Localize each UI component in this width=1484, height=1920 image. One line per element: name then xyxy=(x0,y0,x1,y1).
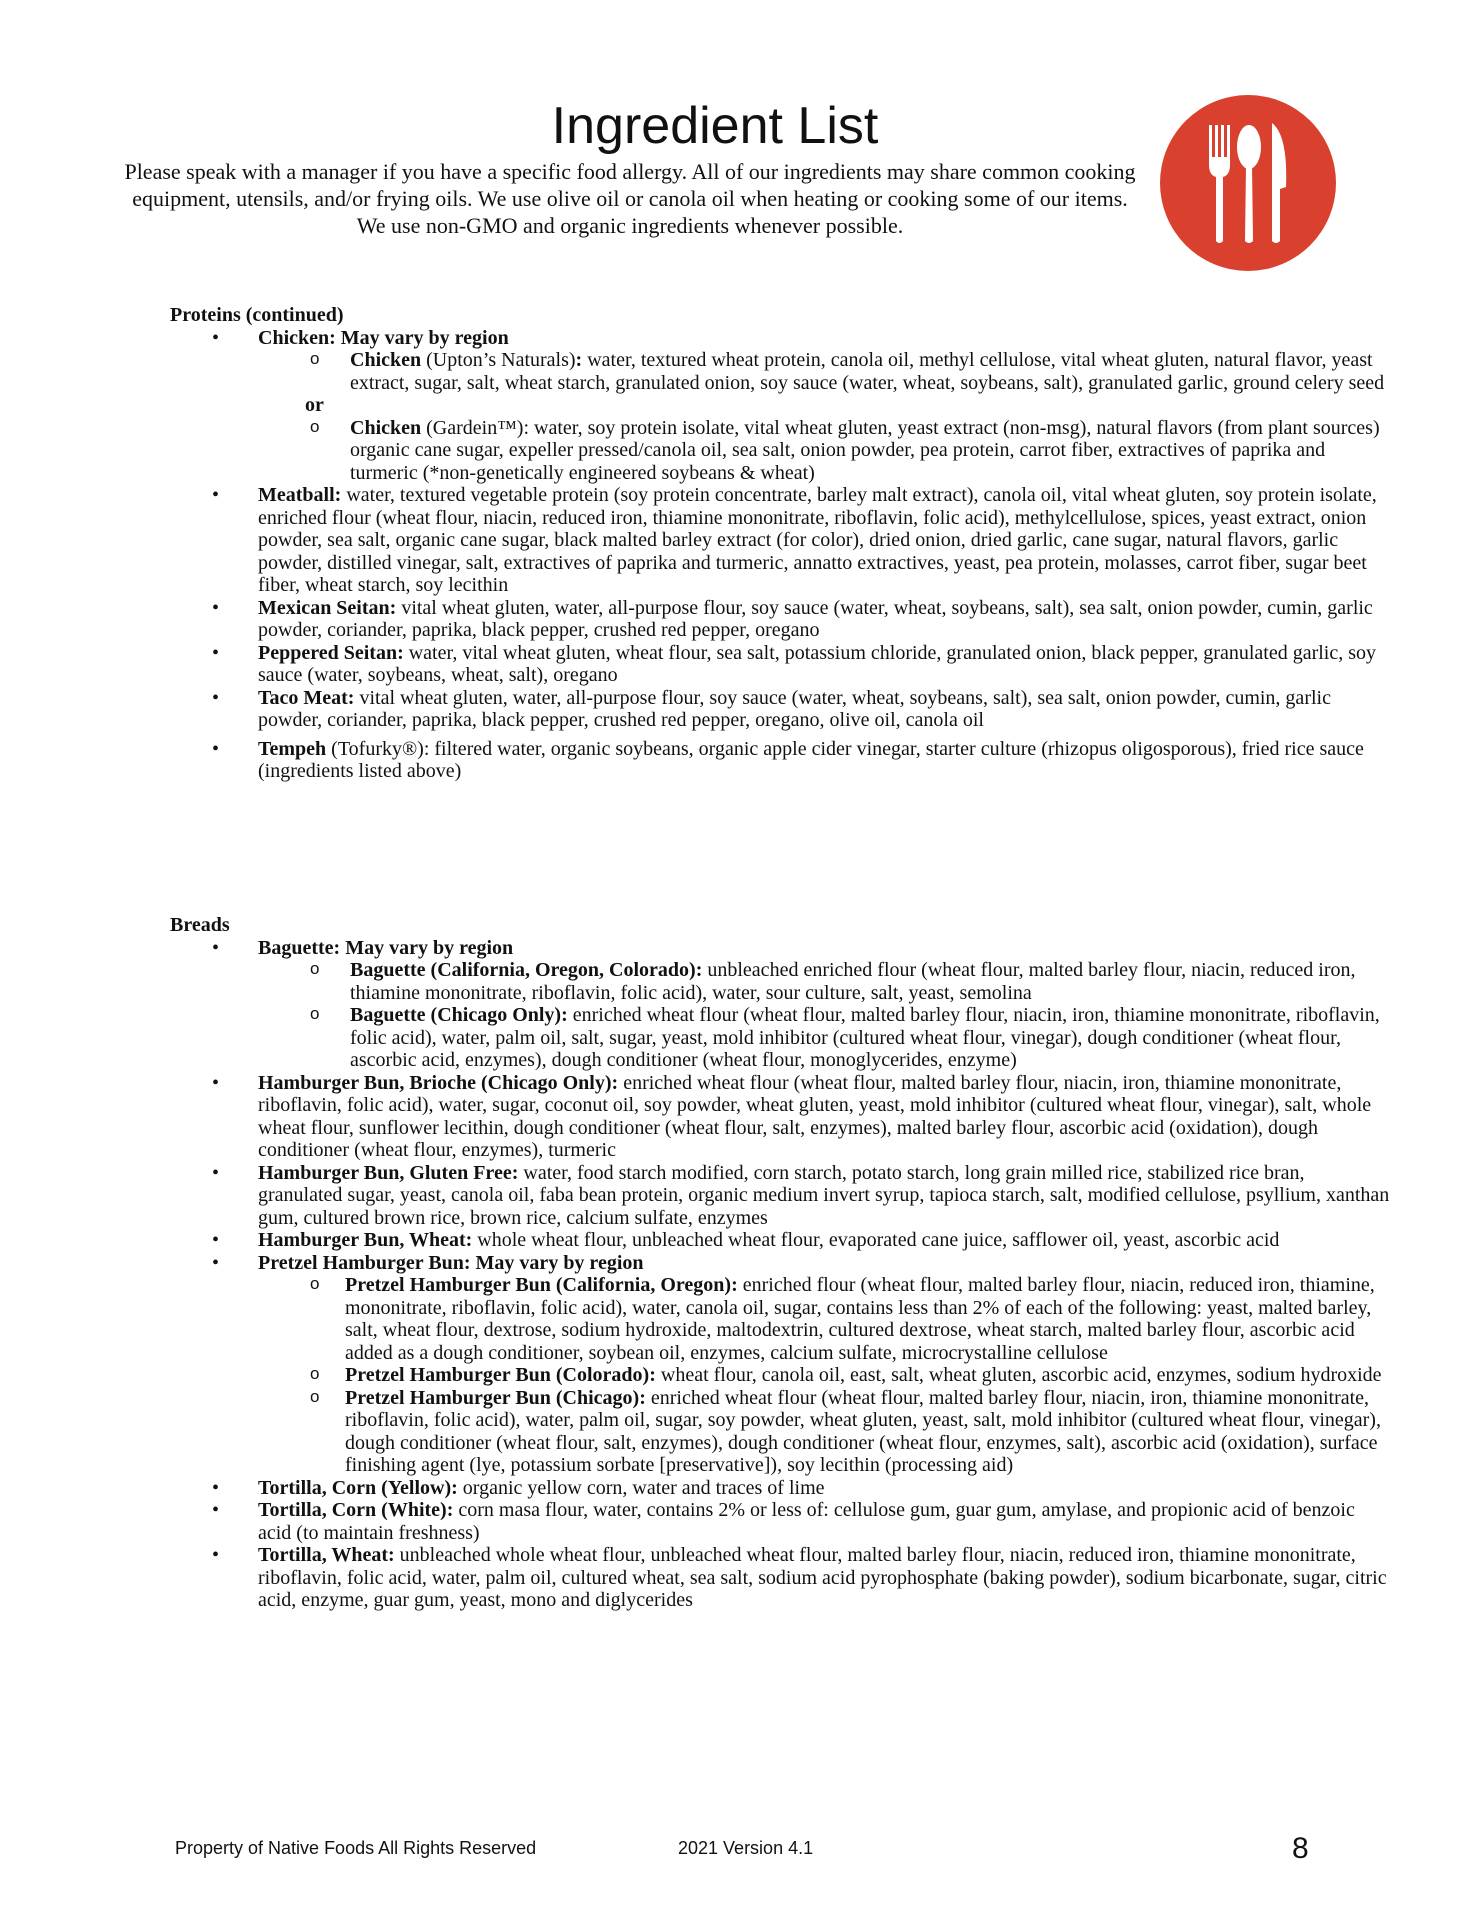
sub-item-baguette-california xyxy=(170,959,1390,1004)
item-name: Peppered Seitan: xyxy=(258,641,404,664)
fork-spoon-knife-icon xyxy=(1160,95,1336,271)
item-ingredients: enriched wheat flour (wheat flour, malted barley flour, niacin, iron, thiamine mononitrate, riboflavin, folic acid), water, palm oil, sugar, soy powder, wheat gluten, yeast, salt, mold inhibitor (cultured wheat flour, vinegar), dough conditioner (wheat flour, salt, enzymes), dough conditioner (wheat flour, enzymes, salt), ascorbic acid (oxidation), surface finishing agent (lye, potassium sorbate [preservative]), soy lecithin (processing aid) xyxy=(345,1386,1381,1476)
item-colon: : xyxy=(575,349,583,371)
item-ingredients: (Gardein™): water, soy protein isolate, vital wheat gluten, yeast extract (non-msg), natural flavors (from plant sources) organic cane sugar, expeller pressed/canola oil, sea salt, onion powder, pea protein, carrot fiber, extractives of paprika and turmeric (*non-genetically engineered soybeans & wheat) xyxy=(350,416,1380,484)
item-ingredients: (Tofurky®): filtered water, organic soybeans, organic apple cider vinegar, starter culture (rhizopus oligosporous), fried rice sauce (ingredients listed above) xyxy=(258,737,1364,782)
item-ingredients: vital wheat gluten, water, all-purpose flour, soy sauce (water, wheat, soybeans, salt), sea salt, onion powder, cumin, garlic powder, coriander, paprika, black pepper, crushed red pepper, oregano xyxy=(258,596,1373,641)
page-title: Ingredient List xyxy=(551,97,879,155)
sub-item-pretzel-chicago xyxy=(170,1387,1390,1477)
item-ingredients: corn masa flour, water, contains 2% or less of: cellulose gum, guar gum, amylase, and propionic acid of benzoic acid (to maintain freshness) xyxy=(258,1499,1355,1544)
list-item-chicken xyxy=(170,327,1390,350)
item-brand: (Upton’s Naturals) xyxy=(421,349,576,371)
list-item-tortilla-yellow xyxy=(170,1477,1390,1500)
item-name: Baguette (Chicago Only): xyxy=(350,1004,568,1026)
item-name: Tortilla, Wheat: xyxy=(258,1544,395,1566)
item-ingredients: enriched flour (wheat flour, malted barley flour, niacin, reduced iron, thiamine, mononitrate, riboflavin, folic acid), water, canola oil, sugar, contains less than 2% of each of the following: yeast, malted barley, salt, wheat flour, dextrose, sodium hydroxide, maltodextrin, cultured dextrose, wheat starch, malted barley flour, ascorbic acid added as a dough conditioner, soybean oil, enzymes, calcium sulfate, microcrystalline cellulose xyxy=(345,1274,1375,1364)
item-ingredients: water, textured wheat protein, canola oil, methyl cellulose, vital wheat gluten, natural flavor, yeast extract, sugar, salt, wheat starch, granulated onion, soy sauce (water, wheat, soybeans, salt), granulated garlic, ground celery seed xyxy=(350,349,1385,394)
item-ingredients: water, food starch modified, corn starch, potato starch, long grain milled rice, stabilized rice bran, granulated sugar, yeast, canola oil, faba bean protein, organic medium invert syrup, tapioca starch, salt, modified cellulose, psyllium, xanthan gum, cultured brown rice, brown rice, calcium sulfate, enzymes xyxy=(258,1161,1390,1229)
item-ingredients: unbleached enriched flour (wheat flour, malted barley flour, niacin, reduced iron, thiamine mononitrate, riboflavin, folic acid), water, sour culture, salt, yeast, semolina xyxy=(350,959,1356,1004)
list-item-taco-meat xyxy=(170,687,1390,732)
item-ingredients: enriched wheat flour (wheat flour, malted barley flour, niacin, iron, thiamine mononitrate, riboflavin, folic acid), water, palm oil, salt, sugar, yeast, mold inhibitor (cultured wheat flour, vinegar), dough conditioner (wheat flour, ascorbic acid, enzymes), dough conditioner (wheat flour, monoglycerides, enzyme) xyxy=(350,1004,1380,1071)
allergy-notice: Please speak with a manager if you have a specific food allergy. All of our ingredients may share common cooking equipment, utensils, and/or frying oils. We use olive oil or canola oil when heating or cooking some of our items. We use non-GMO and organic ingredients whenever possible. xyxy=(124,159,1136,238)
list-item-baguette xyxy=(170,937,1390,960)
item-name: Pretzel Hamburger Bun (Colorado): xyxy=(345,1364,656,1386)
list-item-meatball xyxy=(170,484,1390,597)
footer-version: 2021 Version 4.1 xyxy=(678,1838,814,1858)
item-name: Chicken xyxy=(350,416,422,439)
item-name: Hamburger Bun, Wheat: xyxy=(258,1229,473,1251)
item-name: Pretzel Hamburger Bun (California, Oregon): xyxy=(345,1274,738,1296)
item-name: Tortilla, Corn (White): xyxy=(258,1499,454,1521)
section-heading-proteins: Proteins (continued) xyxy=(170,304,344,326)
item-ingredients: wheat flour, canola oil, east, salt, wheat gluten, ascorbic acid, enzymes, sodium hydroxide xyxy=(655,1364,1382,1386)
item-name: Tempeh xyxy=(258,737,327,760)
item-ingredients: unbleached whole wheat flour, unbleached wheat flour, malted barley flour, niacin, reduced iron, thiamine mononitrate, riboflavin, folic acid, water, palm oil, cultured wheat, sea salt, sodium acid pyrophosphate (baking powder), sodium bicarbonate, sugar, citric acid, enzyme, guar gum, yeast, mono and diglycerides xyxy=(258,1544,1387,1611)
item-ingredients: organic yellow corn, water and traces of lime xyxy=(457,1476,825,1499)
item-name: Mexican Seitan: xyxy=(258,596,397,619)
section-heading-breads: Breads xyxy=(170,914,230,936)
sub-item-baguette-chicago xyxy=(170,1004,1390,1072)
list-item-gluten-free-bun xyxy=(170,1162,1390,1230)
item-name: Hamburger Bun, Brioche (Chicago Only): xyxy=(258,1071,619,1094)
breads-section xyxy=(170,914,1390,1612)
item-name: Meatball: xyxy=(258,484,342,506)
item-label: Baguette: May vary by region xyxy=(258,936,514,959)
footer-copyright: Property of Native Foods All Rights Reserved xyxy=(175,1838,537,1858)
item-name: Pretzel Hamburger Bun (Chicago): xyxy=(345,1386,646,1409)
item-name: Tortilla, Corn (Yellow): xyxy=(258,1476,458,1499)
proteins-section xyxy=(170,304,1390,783)
list-item-tortilla-wheat xyxy=(170,1544,1390,1612)
list-item-tortilla-white xyxy=(170,1499,1390,1544)
item-ingredients: vital wheat gluten, water, all-purpose flour, soy sauce (water, wheat, soybeans, salt), sea salt, onion powder, cumin, garlic powder, coriander, paprika, black pepper, crushed red pepper, oregano, olive oil, canola oil xyxy=(258,686,1331,731)
item-ingredients: water, textured vegetable protein (soy protein concentrate, barley malt extract), canola oil, vital wheat gluten, soy protein isolate, enriched flour (wheat flour, niacin, reduced iron, thiamine mononitrate, riboflavin, folic acid), methylcellulose, spices, yeast extract, onion powder, sea salt, organic cane sugar, black malted barley extract (for color), dried onion, dried garlic, cane sugar, natural flavors, garlic powder, distilled vinegar, salt, extractives of paprika and turmeric, annatto extractives, yeast, pea protein, molasses, carrot fiber, sugar beet fiber, wheat starch, soy lecithin xyxy=(258,484,1377,596)
sub-item-chicken-uptons xyxy=(170,349,1390,394)
page-number: 8 xyxy=(1292,1832,1309,1865)
sub-item-pretzel-california xyxy=(170,1274,1390,1364)
item-label: Pretzel Hamburger Bun: May vary by region xyxy=(258,1251,644,1274)
list-item-brioche-bun xyxy=(170,1072,1390,1162)
item-label: Chicken: May vary by region xyxy=(258,326,509,349)
item-name: Baguette (California, Oregon, Colorado): xyxy=(350,959,703,981)
list-item-mexican-seitan xyxy=(170,597,1390,642)
item-ingredients: whole wheat flour, unbleached wheat flour, evaporated cane juice, safflower oil, yeast, ascorbic acid xyxy=(472,1229,1280,1251)
or-separator: or xyxy=(305,394,324,416)
item-name: Taco Meat: xyxy=(258,686,355,709)
list-item-wheat-bun xyxy=(170,1229,1390,1252)
sub-item-pretzel-colorado xyxy=(170,1364,1390,1387)
item-ingredients: water, vital wheat gluten, wheat flour, sea salt, potassium chloride, granulated onion, black pepper, granulated garlic, soy sauce (water, soybeans, wheat, salt), oregano xyxy=(258,641,1377,686)
item-name: Hamburger Bun, Gluten Free: xyxy=(258,1161,519,1184)
list-item-tempeh xyxy=(170,738,1390,783)
sub-item-chicken-gardein xyxy=(170,417,1390,485)
item-name: Chicken xyxy=(350,349,422,371)
list-item-pretzel-bun xyxy=(170,1252,1390,1275)
list-item-peppered-seitan xyxy=(170,642,1390,687)
item-ingredients: enriched wheat flour (wheat flour, malted barley flour, niacin, iron, thiamine mononitrate, riboflavin, folic acid), water, sugar, coconut oil, soy powder, wheat gluten, yeast, mold inhibitor (cultured wheat flour, vinegar), salt, whole wheat flour, sunflower lecithin, dough conditioner (wheat flour, salt, enzymes), malted barley flour, ascorbic acid (oxidation), dough conditioner (wheat flour, enzymes), turmeric xyxy=(258,1071,1372,1161)
